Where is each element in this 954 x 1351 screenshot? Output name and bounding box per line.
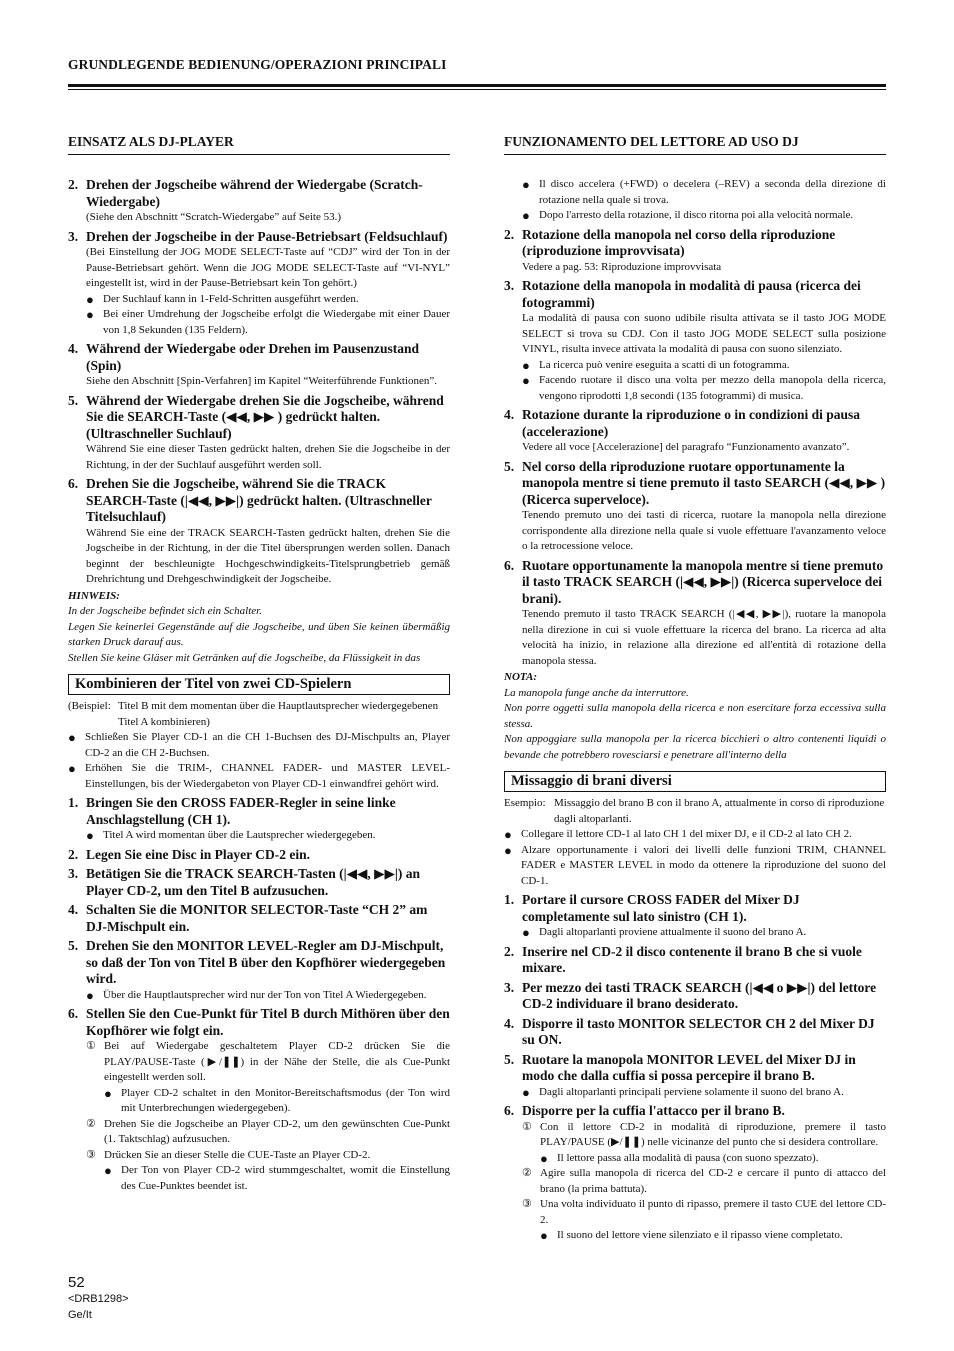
bullet-dot-icon: ● [86, 307, 94, 322]
item-title: Während der Wiedergabe drehen Sie die Jogscheibe, während Sie die SEARCH-Taste (◀◀, ▶▶ ) gedrückt halten. (Ultraschneller Suchlauf) [86, 392, 444, 441]
instruction-item [504, 407, 886, 440]
note-text: In der Jogscheibe befindet sich ein Schalter. [68, 605, 262, 617]
instruction-item [504, 558, 886, 608]
circled-number: ① [86, 1040, 96, 1052]
procedure-step [504, 944, 886, 977]
item-title: Drehen Sie die Jogscheibe, während Sie die TRACK SEARCH-Taste (|◀◀, ▶▶|) gedrückt halten. (Ultraschneller Titelsuchlauf) [86, 476, 432, 524]
instruction-item [68, 177, 450, 210]
note-heading: NOTA: [504, 671, 537, 683]
bullet-dot-icon: ● [68, 730, 76, 745]
page-number: 52 [68, 1274, 85, 1291]
item-description: Vedere a pag. 53: Riproduzione improvvisata [522, 260, 722, 273]
item-number: 4. [68, 902, 79, 917]
right-column [504, 134, 886, 1244]
bullet-dot-icon: ● [68, 761, 76, 776]
bullet-text: Titel A wird momentan über die Lautsprecher wiedergegeben. [103, 829, 376, 841]
bullet-dot-icon: ● [522, 925, 530, 940]
item-title: Per mezzo dei tasti TRACK SEARCH (|◀◀ o ▶▶|) del lettore CD-2 individuare il brano desiderato. [522, 979, 877, 1011]
instruction-item [504, 278, 886, 311]
item-description: Vedere all voce [Accelerazione] del paragrafo “Funzionamento avanzato”. [522, 441, 850, 453]
left-column [68, 134, 450, 1194]
item-number: 6. [68, 1006, 79, 1021]
header-rule-thick [68, 84, 886, 87]
bullet-item [86, 988, 450, 1004]
page-footer [68, 1274, 129, 1323]
bullet-dot-icon: ● [522, 373, 530, 388]
example-text: Titel B mit dem momentan über die Hauptlautsprecher wiedergegebenen Titel A kombinieren) [118, 700, 439, 728]
procedure-step [68, 902, 450, 935]
item-number: 3. [504, 278, 515, 293]
item-number: 2. [504, 226, 515, 242]
bullet-text: Player CD-2 schaltet in den Monitor-Bereitschaftsmodus (der Ton wird mit Unterbrechungen wiedergegeben). [121, 1086, 450, 1114]
item-description: Tenendo premuto uno dei tasti di ricerca, ruotare la manopola nella direzione corrispondente alla direzione nella quale si vuole effettuare l'avanzamento veloce o la retrocessione veloce. [522, 509, 886, 552]
item-title: Betätigen Sie die TRACK SEARCH-Tasten (|◀◀, ▶▶|) an Player CD-2, um den Titel B aufzusuchen. [86, 866, 420, 898]
item-number: 5. [68, 938, 79, 953]
item-number: 1. [504, 892, 515, 907]
bullet-item [522, 358, 886, 374]
bullet-item [104, 1086, 450, 1117]
item-title: Rotazione durante la riproduzione o in condizioni di pausa (accelerazione) [522, 407, 861, 439]
item-title: Drehen Sie den MONITOR LEVEL-Regler am DJ-Mischpult, so daß der Ton von Titel B über den Kopfhörer wiedergegeben wird. [86, 938, 446, 986]
item-title: Rotazione della manopola in modalità di pausa (ricerca dei fotogrammi) [522, 278, 861, 310]
bullet-text: Schließen Sie Player CD-1 an die CH 1-Buchsen des DJ-Mischpults an, Player CD-2 an die CH 2-Buchsen. [85, 731, 450, 759]
bullet-text: Bei einer Umdrehung der Jogscheibe erfolgt die Wiedergabe mit einer Dauer von 1,8 Sekunden (135 Feldern). [103, 308, 450, 336]
procedure-step [504, 892, 886, 925]
item-number: 2. [504, 943, 515, 959]
item-title: Drehen der Jogscheibe in der Pause-Betriebsart (Feldsuchlauf) [86, 228, 448, 244]
item-title: Disporre il tasto MONITOR SELECTOR CH 2 del Mixer DJ su ON. [522, 1015, 875, 1047]
circled-number: ③ [86, 1148, 96, 1161]
sub-step-text: Con il lettore CD-2 in modalità di riproduzione, premere il tasto PLAY/PAUSE (▶/❚❚) nelle vicinanze del punto che si desidera controllare. [540, 1120, 886, 1148]
circled-number: ① [522, 1120, 532, 1133]
sub-step-text: Una volta individuato il punto di ripasso, premere il tasto CUE del lettore CD-2. [540, 1198, 886, 1226]
circled-number: ② [86, 1117, 96, 1130]
item-description: Siehe den Abschnitt [Spin-Verfahren] im Kapitel “Weiterführende Funktionen”. [86, 375, 438, 387]
note-text: La manopola funge anche da interruttore. [504, 686, 689, 699]
procedure-step [504, 1103, 886, 1120]
boxed-section-title: Kombinieren der Titel von zwei CD-Spielern [68, 674, 450, 695]
procedure-step [504, 1016, 886, 1049]
item-title: Während der Wiedergabe oder Drehen im Pausenzustand (Spin) [86, 341, 420, 373]
item-number: 4. [68, 341, 79, 356]
item-title: Legen Sie eine Disc in Player CD-2 ein. [86, 846, 310, 862]
item-title: Inserire nel CD-2 il disco contenente il brano B che si vuole mixare. [522, 943, 862, 975]
instruction-item [68, 476, 450, 526]
header-rule-thin [68, 89, 886, 90]
item-number: 3. [504, 979, 515, 995]
sub-step [522, 1197, 886, 1228]
bullet-item [522, 1085, 886, 1101]
item-number: 3. [68, 866, 79, 881]
language-code: Ge/It [68, 1309, 92, 1321]
item-title: Ruotare opportunamente la manopola mentre si tiene premuto il tasto TRACK SEARCH (|◀◀, ▶▶|) (Ricerca superveloce dei brani). [522, 557, 884, 606]
bullet-item [522, 373, 886, 404]
note-text: Legen Sie keinerlei Gegenstände auf die Jogscheibe, und üben Sie keinen übermäßig starken Druck darauf aus. [68, 620, 450, 648]
sub-step [522, 1166, 886, 1197]
sub-step-text: Drücken Sie an dieser Stelle die CUE-Taste an Player CD-2. [104, 1148, 371, 1161]
item-description: (Bei Einstellung der JOG MODE SELECT-Taste auf “CDJ” wird der Ton in der Pause-Betriebsart gehört. Wenn die JOG MODE SELECT-Taste auf “VI-NYL” eingestellt ist, wird in der Pause-Betriebsart kein Ton gehört.) [86, 246, 450, 289]
item-number: 5. [504, 458, 515, 474]
bullet-text: Alzare opportunamente i valori dei livelli delle funzioni TRIM, CHANNEL FADER e MASTER LEVEL in modo da ottenere la riproduzione del suono del CD-1. [521, 843, 886, 887]
instruction-item [504, 227, 886, 260]
bullet-item [86, 292, 450, 308]
example-label: Esempio: [504, 797, 546, 809]
item-description: Während Sie eine dieser Tasten gedrückt halten, drehen Sie die Jogscheibe in der Richtung, in der der Suchlauf ausgeführt werden soll. [86, 443, 450, 471]
bullet-dot-icon: ● [522, 1084, 530, 1100]
bullet-item [104, 1163, 450, 1194]
bullet-item [68, 730, 450, 761]
bullet-text: Collegare il lettore CD-1 al lato CH 1 del mixer DJ, e il CD-2 al lato CH 2. [521, 828, 852, 840]
item-number: 6. [504, 557, 515, 573]
bullet-dot-icon: ● [504, 827, 512, 842]
bullet-text: Dagli altoparlanti proviene attualmente il suono del brano A. [539, 926, 807, 938]
procedure-step [68, 847, 450, 864]
bullet-item [504, 827, 886, 843]
example-line [504, 796, 886, 827]
document-code: <DRB1298> [68, 1293, 129, 1305]
circled-number: ② [522, 1167, 532, 1179]
note-text: Non appoggiare sulla manopola per la ricerca bicchieri o altro contenenti liquidi o bevande che potrebbero rovesciarsi e penetrare all'interno della [504, 733, 886, 761]
sub-step-text: Agire sulla manopola di ricerca del CD-2 e cercare il punto di attacco del brano (la prima battuta). [540, 1167, 886, 1195]
item-title: Rotazione della manopola nel corso della riproduzione (riproduzione improvvisata) [522, 226, 836, 258]
item-number: 5. [68, 392, 79, 408]
bullet-dot-icon: ● [522, 177, 530, 192]
item-title: Disporre per la cuffia l'attacco per il brano B. [522, 1103, 785, 1118]
bullet-item [68, 761, 450, 792]
bullet-dot-icon: ● [522, 357, 530, 373]
item-number: 4. [504, 407, 515, 422]
sub-step [86, 1148, 450, 1164]
item-number: 3. [68, 228, 79, 244]
instruction-item [504, 459, 886, 509]
sub-step [522, 1120, 886, 1151]
bullet-dot-icon: ● [104, 1085, 112, 1101]
bullet-dot-icon: ● [540, 1150, 548, 1166]
circled-number: ③ [522, 1198, 532, 1210]
bullet-text: Der Ton von Player CD-2 wird stummgeschaltet, womit die Einstellung des Cue-Punktes beendet ist. [121, 1164, 450, 1192]
bullet-dot-icon: ● [86, 291, 94, 307]
sub-step-text: Drehen Sie die Jogscheibe an Player CD-2, um den gewünschten Cue-Punkt (1. Taktschlag) aufzusuchen. [104, 1117, 450, 1145]
example-label: (Beispiel: [68, 700, 111, 712]
item-number: 1. [68, 795, 79, 810]
bullet-text: Il disco accelera (+FWD) o decelera (–REV) a seconda della direzione di rotazione nella quale si trova. [539, 178, 886, 206]
instruction-item [68, 229, 450, 246]
note-text: Stellen Sie keine Gläser mit Getränken auf die Jogscheibe, da Flüssigkeit in das [68, 651, 421, 664]
item-title: Portare il cursore CROSS FADER del Mixer DJ completamente sul lato sinistro (CH 1). [522, 892, 800, 924]
bullet-text: Il suono del lettore viene silenziato e il ripasso viene completato. [557, 1229, 843, 1241]
item-description: La modalità di pausa con suono udibile risulta attivata se il tasto JOG MODE SELECT si trova su CDJ. Con il tasto JOG MODE SELECT sulla posizione VINYL, risulta invece attivata la modalità di pausa con suono silenziato. [522, 312, 886, 355]
procedure-step [68, 938, 450, 988]
boxed-section-title: Missaggio di brani diversi [504, 771, 886, 792]
procedure-step [504, 980, 886, 1013]
sub-step [86, 1039, 450, 1086]
example-text: Missaggio del brano B con il brano A, attualmente in corso di riproduzione dagli altoparlanti. [554, 797, 885, 825]
item-title: Schalten Sie die MONITOR SELECTOR-Taste “CH 2” am DJ-Mischpult ein. [86, 902, 428, 934]
item-title: Drehen der Jogscheibe während der Wiedergabe (Scratch-Wiedergabe) [86, 177, 423, 209]
procedure-step [68, 795, 450, 828]
sub-step-text: Bei auf Wiedergabe geschaltetem Player CD-2 drücken Sie die PLAY/PAUSE-Taste (▶/❚❚) in der Nähe der Stelle, die als Cue-Punkt eingestellt werden soll. [104, 1040, 450, 1083]
item-title: Nel corso della riproduzione ruotare opportunamente la manopola mentre si tiene premuto il tasto SEARCH (◀◀, ▶▶ ) (Ricerca superveloce). [522, 458, 886, 507]
bullet-item [522, 925, 886, 941]
instruction-item [68, 393, 450, 443]
bullet-item [86, 307, 450, 338]
item-title: Bringen Sie den CROSS FADER-Regler in seine linke Anschlagstellung (CH 1). [86, 795, 396, 827]
item-number: 6. [504, 1103, 515, 1118]
note-text: Non porre oggetti sulla manopola della ricerca e non esercitare forza eccessiva sulla stessa. [504, 702, 886, 730]
bullet-item [522, 177, 886, 208]
page-header: GRUNDLEGENDE BEDIENUNG/OPERAZIONI PRINCIPALI [68, 57, 447, 72]
item-number: 5. [504, 1051, 515, 1067]
bullet-item [540, 1151, 886, 1167]
item-description: Tenendo premuto il tasto TRACK SEARCH (|◀◀, ▶▶|), ruotare la manopola nella direzione in cui si vuole effettuare la ricerca del brano. La ricerca ad alta velocità ha inizio, in relazione alla direzione ed all'entità di rotazione della manopola stessa. [522, 608, 886, 667]
bullet-text: Über die Hauptlautsprecher wird nur der Ton von Titel A Wiedergegeben. [103, 988, 427, 1001]
bullet-dot-icon: ● [86, 828, 94, 843]
item-title: Stellen Sie den Cue-Punkt für Titel B durch Mithören über den Kopfhörer wie folgt ein. [86, 1006, 450, 1038]
bullet-item [522, 208, 886, 224]
bullet-text: Dopo l'arresto della rotazione, il disco ritorna poi alla velocità normale. [539, 209, 854, 221]
bullet-dot-icon: ● [522, 208, 530, 223]
procedure-step [68, 1006, 450, 1039]
section-title: FUNZIONAMENTO DEL LETTORE AD USO DJ [504, 134, 886, 155]
procedure-step [504, 1052, 886, 1085]
bullet-text: Erhöhen Sie die TRIM-, CHANNEL FADER- und MASTER LEVEL-Einstellungen, bis der Wiedergabeton von Player CD-1 einwandfrei gehört wird. [85, 762, 450, 790]
bullet-text: Der Suchlauf kann in 1-Feld-Schritten ausgeführt werden. [103, 292, 359, 305]
bullet-dot-icon: ● [86, 987, 94, 1003]
instruction-item [68, 341, 450, 374]
sub-step [86, 1117, 450, 1148]
procedure-step [68, 866, 450, 899]
item-number: 4. [504, 1015, 515, 1031]
item-description: Während Sie eine der TRACK SEARCH-Tasten gedrückt halten, drehen Sie die Jogscheibe in der Richtung, in der die Titel übersprungen werden sollen. Danach beginnt der beschleunigte Hochgeschwindigkeits-Titelsprungbetrieb gemäß Drehrichtung und Drehgeschwindigkeit der Jogscheibe. [86, 526, 450, 585]
item-number: 2. [68, 846, 79, 862]
item-number: 2. [68, 177, 79, 192]
bullet-item [504, 843, 886, 890]
item-description: (Siehe den Abschnitt “Scratch-Wiedergabe” auf Seite 53.) [86, 211, 342, 223]
bullet-dot-icon: ● [104, 1163, 112, 1178]
bullet-text: Dagli altoparlanti principali perviene solamente il suono del brano A. [539, 1085, 844, 1098]
bullet-text: Il lettore passa alla modalità di pausa (con suono spezzato). [557, 1151, 819, 1164]
bullet-dot-icon: ● [504, 842, 512, 858]
section-title: EINSATZ ALS DJ-PLAYER [68, 134, 450, 155]
bullet-text: Facendo ruotare il disco una volta per mezzo della manopola della ricerca, vengono riprodotti 1,8 secondi (135 fotogrammi) di musica. [539, 374, 886, 402]
bullet-item [86, 828, 450, 844]
example-line [68, 699, 450, 730]
bullet-text: La ricerca può venire eseguita a scatti di un fotogramma. [539, 358, 790, 371]
bullet-item [540, 1228, 886, 1244]
note-heading: HINWEIS: [68, 589, 120, 602]
item-title: Ruotare la manopola MONITOR LEVEL del Mixer DJ in modo che dalla cuffia si possa percepire il brano B. [522, 1051, 856, 1083]
item-number: 6. [68, 476, 79, 491]
bullet-dot-icon: ● [540, 1228, 548, 1243]
